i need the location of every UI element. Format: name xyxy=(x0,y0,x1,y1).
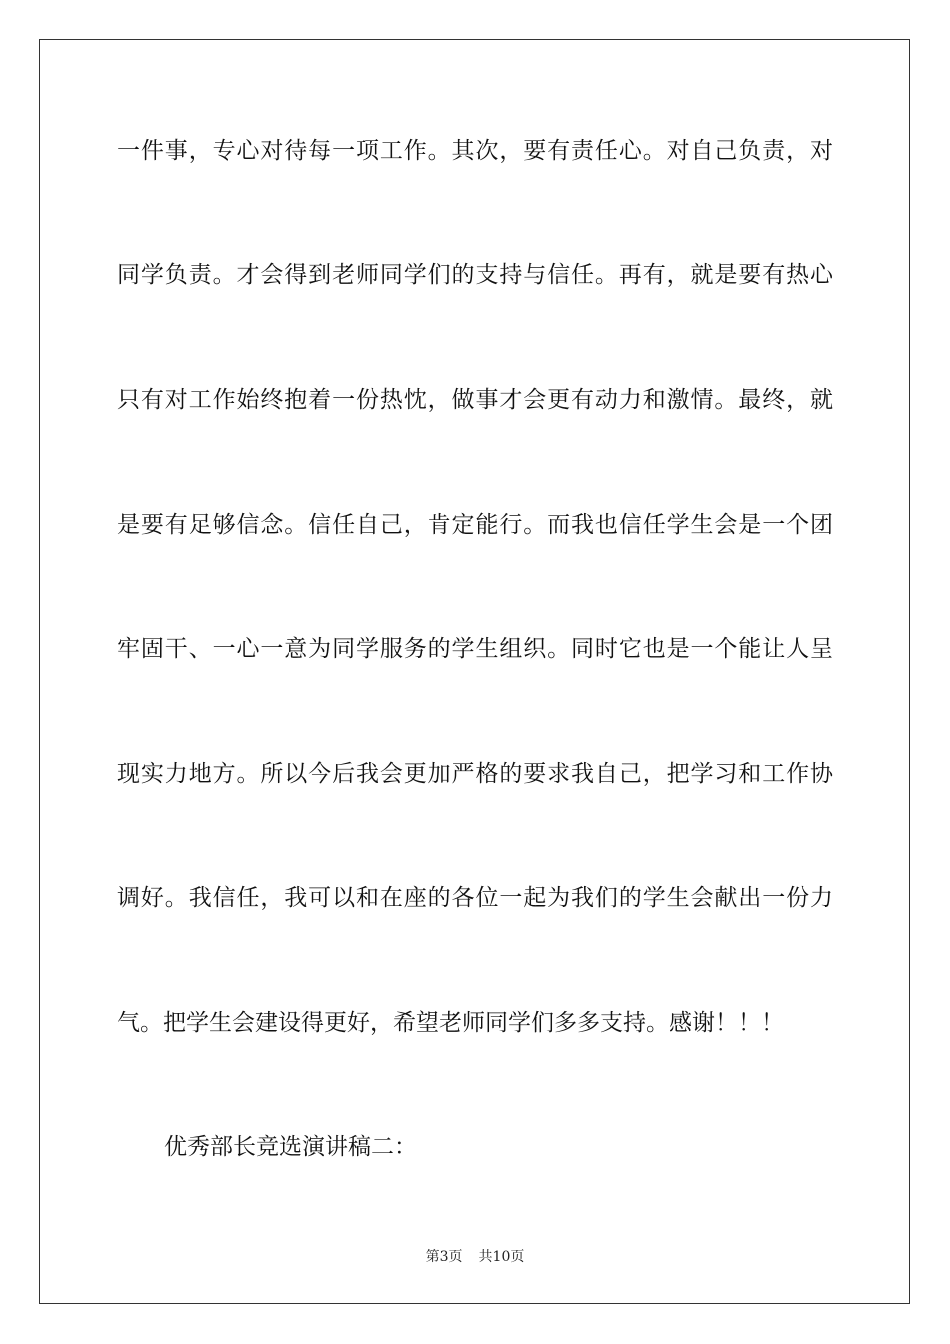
body-line-6: 现实力地方。所以今后我会更加严格的要求我自己，把学习和工作协 xyxy=(117,761,833,787)
section-heading: 优秀部长竞选演讲稿二： xyxy=(164,1134,417,1160)
page-frame xyxy=(39,39,910,1304)
body-line-4: 是要有足够信念。信任自己，肯定能行。而我也信任学生会是一个团 xyxy=(117,512,833,538)
body-line-1: 一件事，专心对待每一项工作。其次，要有责任心。对自己负责，对 xyxy=(117,138,833,164)
page-footer xyxy=(0,1248,950,1266)
body-line-7: 调好。我信任，我可以和在座的各位一起为我们的学生会献出一份力 xyxy=(117,885,833,911)
page-total: 共10页 xyxy=(478,1249,525,1265)
body-line-5: 牢固干、一心一意为同学服务的学生组织。同时它也是一个能让人呈 xyxy=(117,636,833,662)
page-number: 第3页 xyxy=(425,1249,463,1265)
body-line-8: 气。把学生会建设得更好，希望老师同学们多多支持。感谢！！！ xyxy=(117,1010,784,1036)
body-line-3: 只有对工作始终抱着一份热忱，做事才会更有动力和激情。最终，就 xyxy=(117,387,833,413)
body-line-2: 同学负责。才会得到老师同学们的支持与信任。再有，就是要有热心 xyxy=(117,262,833,288)
